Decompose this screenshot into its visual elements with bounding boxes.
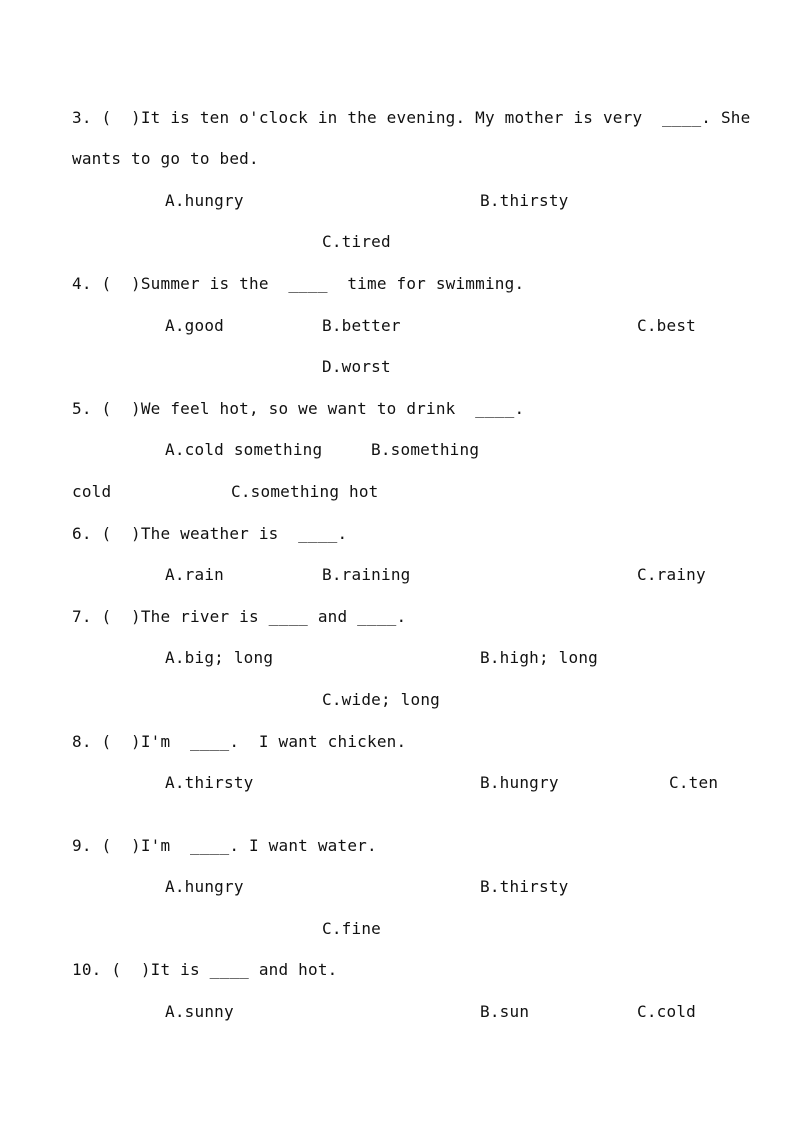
question-5-option-a: A.cold something xyxy=(165,440,323,459)
question-6-option-b: B.raining xyxy=(322,565,411,584)
question-3-stem-continued: wants to go to bed. xyxy=(72,149,259,168)
question-4-stem: 4. ( )Summer is the ____ time for swimming. xyxy=(72,274,525,293)
question-10-option-c: C.cold xyxy=(637,1002,696,1021)
question-6-option-a: A.rain xyxy=(165,565,224,584)
question-4-option-a: A.good xyxy=(165,316,224,335)
question-4-option-c: C.best xyxy=(637,316,696,335)
question-5-option-b-continued: cold xyxy=(72,482,112,501)
question-7-option-b: B.high; long xyxy=(480,648,598,667)
question-10-option-a: A.sunny xyxy=(165,1002,234,1021)
question-9-option-c: C.fine xyxy=(322,919,381,938)
question-4-option-b: B.better xyxy=(322,316,401,335)
question-7-option-a: A.big; long xyxy=(165,648,274,667)
question-5-stem: 5. ( )We feel hot, so we want to drink ____. xyxy=(72,399,525,418)
question-9-option-b: B.thirsty xyxy=(480,877,569,896)
question-7-option-c: C.wide; long xyxy=(322,690,440,709)
question-10-stem: 10. ( )It is ____ and hot. xyxy=(72,960,338,979)
question-3-option-b: B.thirsty xyxy=(480,191,569,210)
question-6-option-c: C.rainy xyxy=(637,565,706,584)
question-3-option-c: C.tired xyxy=(322,232,391,251)
question-3-stem: 3. ( )It is ten o'clock in the evening. My mother is very ____. She xyxy=(72,108,751,127)
question-4-option-d: D.worst xyxy=(322,357,391,376)
question-8-option-c: C.ten xyxy=(669,773,719,792)
question-8-option-a: A.thirsty xyxy=(165,773,254,792)
question-3-option-a: A.hungry xyxy=(165,191,244,210)
question-5-option-c: C.something hot xyxy=(231,482,379,501)
question-5-option-b: B.something xyxy=(371,440,480,459)
question-9-stem: 9. ( )I'm ____. I want water. xyxy=(72,836,377,855)
question-7-stem: 7. ( )The river is ____ and ____. xyxy=(72,607,407,626)
question-8-option-b: B.hungry xyxy=(480,773,559,792)
question-10-option-b: B.sun xyxy=(480,1002,530,1021)
question-9-option-a: A.hungry xyxy=(165,877,244,896)
question-8-stem: 8. ( )I'm ____. I want chicken. xyxy=(72,732,407,751)
question-6-stem: 6. ( )The weather is ____. xyxy=(72,524,348,543)
